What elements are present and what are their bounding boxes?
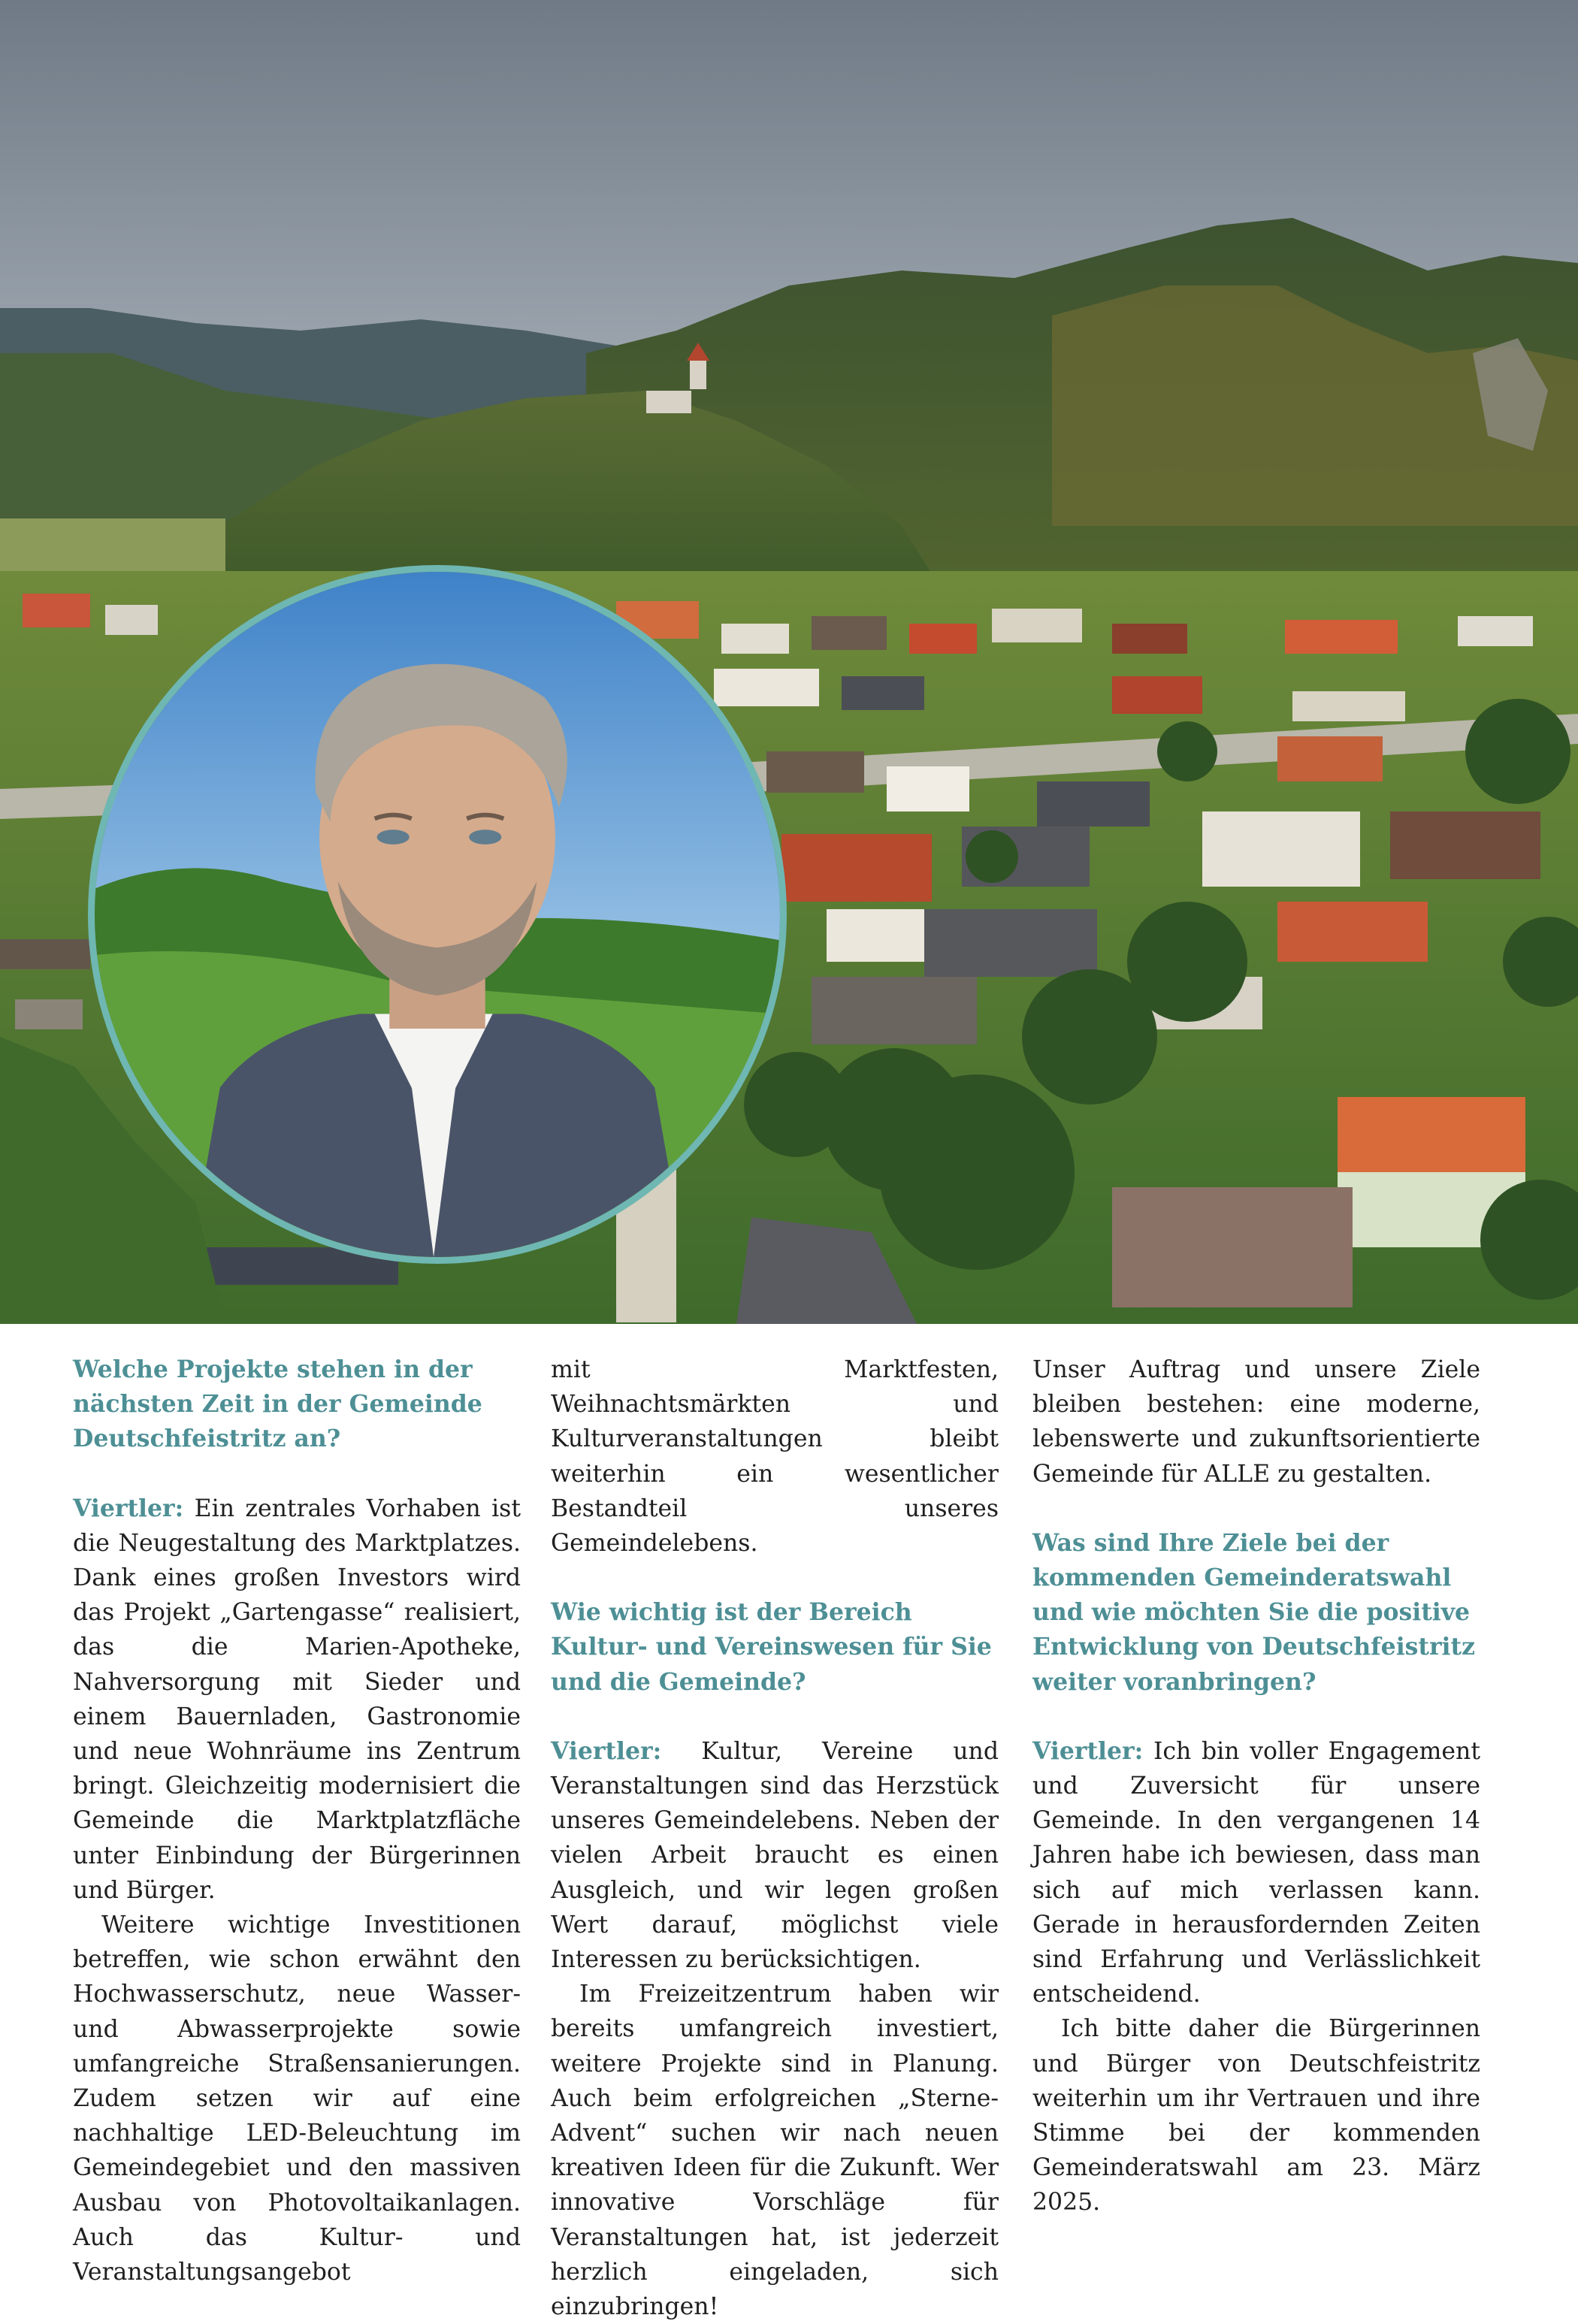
answer-1-text: Ein zentrales Vorhaben ist die Neugestaltung des Marktplatzes. Dank eines großen Investors wird das Projekt „Gartengasse“ realisiert, das die Marien-Apotheke, Nahversorgung mit Sieder und einem Bauernladen, Gastronomie und neue Wohnräume ins Zentrum bringt. Gleichzeitig modernisiert die Gemeinde die Marktplatzfläche unter Einbindung der Bürgerinnen und Bürger. xyxy=(73,1494,521,1904)
speaker-label: Viertler: xyxy=(551,1736,662,1765)
answer-2-paragraph xyxy=(551,1734,999,1977)
speaker-label: Viertler: xyxy=(73,1494,184,1522)
question-2: Wie wichtig ist der Bereich Kultur- und Vereinswesen für Sie und die Gemeinde? xyxy=(551,1598,992,1696)
answer-2-paragraph-2: Im Freizeitzentrum haben wir bereits umfangreich investiert, weitere Projekte sind in Planung. Auch beim erfolgreichen „Sterne-Advent“ suchen wir nach neuen kreativen Ideen für die Zukunft. Wer innovative Vorschläge für Veranstaltungen hat, ist jederzeit herzlich eingeladen, sich einzubringen! xyxy=(551,1981,999,2321)
speaker-label: Viertler: xyxy=(1032,1736,1144,1765)
answer-1-paragraph-2: Weitere wichtige Investitionen betreffen, wie schon erwähnt den Hochwasserschutz, neue Wasser- und Abwasserprojekte sowie umfangreiche Straßensanierungen. Zudem setzen wir auf eine nachhaltige LED-Beleuchtung im Gemeindegebiet und den massiven Ausbau von Photovoltaikanlagen. Auch das Kultur- und Veranstaltungsangebot xyxy=(73,1911,521,2286)
question-1: Welche Projekte stehen in der nächsten Zeit in der Gemeinde Deutschfeistritz an? xyxy=(73,1355,482,1453)
column-2 xyxy=(551,1352,999,2324)
portrait-image xyxy=(95,572,780,1257)
answer-1-paragraph xyxy=(73,1491,521,1908)
article-body xyxy=(73,1352,1508,2321)
portrait-photo xyxy=(88,565,787,1264)
column-2-continuation: mit Marktfesten, Weihnachtsmärkten und Kulturveranstaltungen bleibt weiterhin ein wesentlicher Bestandteil unseres Gemeindelebens. xyxy=(551,1356,999,1558)
answer-3-paragraph xyxy=(1032,1734,1480,2012)
column-1 xyxy=(73,1352,521,2289)
answer-3-paragraph-2: Ich bitte daher die Bürgerinnen und Bürger von Deutschfeistritz weiterhin um ihr Vertrauen und ihre Stimme bei der kommenden Gemeinderatswahl am 23. März 2025. xyxy=(1032,2015,1480,2217)
question-3: Was sind Ihre Ziele bei der kommenden Gemeinderatswahl und wie möchten Sie die positive Entwicklung von Deutschfeistritz weiter voranbringen? xyxy=(1032,1528,1475,1696)
column-3-continuation: Unser Auftrag und unsere Ziele bleiben bestehen: eine moderne, lebenswerte und zukunftsorientierte Gemeinde für ALLE zu gestalten. xyxy=(1032,1356,1480,1488)
answer-2-text: Kultur, Vereine und Veranstaltungen sind das Herzstück unseres Gemeindelebens. Neben der vielen Arbeit braucht es einen Ausgleich, und wir legen großen Wert darauf, möglichst viele Interessen zu berücksichtigen. xyxy=(551,1737,999,1974)
column-3 xyxy=(1032,1352,1480,2220)
answer-3-text: Ich bin voller Engagement und Zuversicht für unsere Gemeinde. In den vergangenen 14 Jahren habe ich bewiesen, dass man sich auf mich verlassen kann. Gerade in herausfordernden Zeiten sind Erfahrung und Verlässlichkeit entscheidend. xyxy=(1032,1737,1480,2008)
